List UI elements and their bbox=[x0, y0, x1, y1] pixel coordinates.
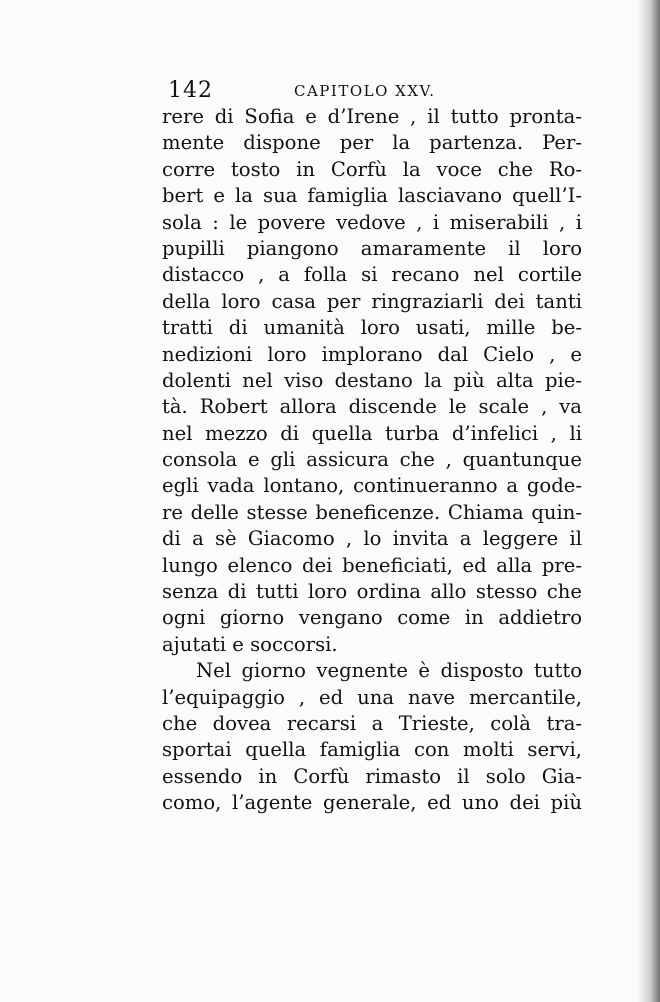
page-header bbox=[168, 78, 588, 104]
text-line: l’equipaggio , ed una nave mercantile, bbox=[162, 685, 582, 709]
text-line: corre tosto in Corfù la voce che Ro- bbox=[162, 157, 582, 181]
text-line: Nel giorno vegnente è disposto tutto bbox=[196, 659, 582, 683]
text-line: tà. Robert allora discende le scale , va bbox=[162, 395, 582, 419]
text-line: lungo elenco dei beneficiati, ed alla pre- bbox=[162, 553, 582, 577]
text-line: distacco , a folla si recano nel cortile bbox=[162, 263, 582, 287]
text-line: della loro casa per ringraziarli dei tanti bbox=[162, 289, 582, 313]
text-line: como, l’agente generale, ed uno dei più bbox=[162, 791, 582, 815]
page-edge-shadow bbox=[638, 0, 660, 1002]
text-line: ogni giorno vengano come in addietro bbox=[162, 606, 582, 630]
text-line: rere di Sofia e d’Irene , il tutto pronta- bbox=[162, 105, 582, 128]
paragraph-1 bbox=[162, 104, 582, 658]
paragraph-2 bbox=[162, 658, 582, 816]
text-line: che dovea recarsi a Trieste, colà tra- bbox=[162, 711, 582, 735]
text-line: re delle stesse beneficenze. Chiama quin- bbox=[162, 500, 582, 524]
text-line: ajutati e soccorsi. bbox=[162, 632, 338, 656]
text-line: nedizioni loro implorano dal Cielo , e bbox=[162, 342, 582, 366]
text-line: di a sè Giacomo , lo invita a leggere il bbox=[162, 527, 582, 551]
text-line: egli vada lontano, continueranno a gode- bbox=[162, 474, 582, 498]
text-line: bert e la sua famiglia lasciavano quell’I- bbox=[162, 184, 582, 208]
text-line: sportai quella famiglia con molti servi, bbox=[162, 738, 582, 762]
text-line: mente dispone per la partenza. Per- bbox=[162, 131, 582, 155]
text-line: essendo in Corfù rimasto il solo Gia- bbox=[162, 764, 582, 788]
text-line: senza di tutti loro ordina allo stesso che bbox=[162, 580, 582, 604]
text-line: tratti di umanità loro usati, mille be- bbox=[162, 316, 582, 340]
text-line: pupilli piangono amaramente il loro bbox=[162, 236, 582, 260]
body-text bbox=[162, 104, 582, 817]
page-number: 142 bbox=[168, 78, 213, 103]
text-line: nel mezzo di quella turba d’infelici , li bbox=[162, 421, 582, 445]
text-line: sola : le povere vedove , i miserabili , i bbox=[162, 210, 582, 234]
text-line: dolenti nel viso destano la più alta pie- bbox=[162, 368, 582, 392]
text-line: consola e gli assicura che , quantunque bbox=[162, 448, 582, 472]
running-title: CAPITOLO XXV. bbox=[294, 82, 436, 100]
